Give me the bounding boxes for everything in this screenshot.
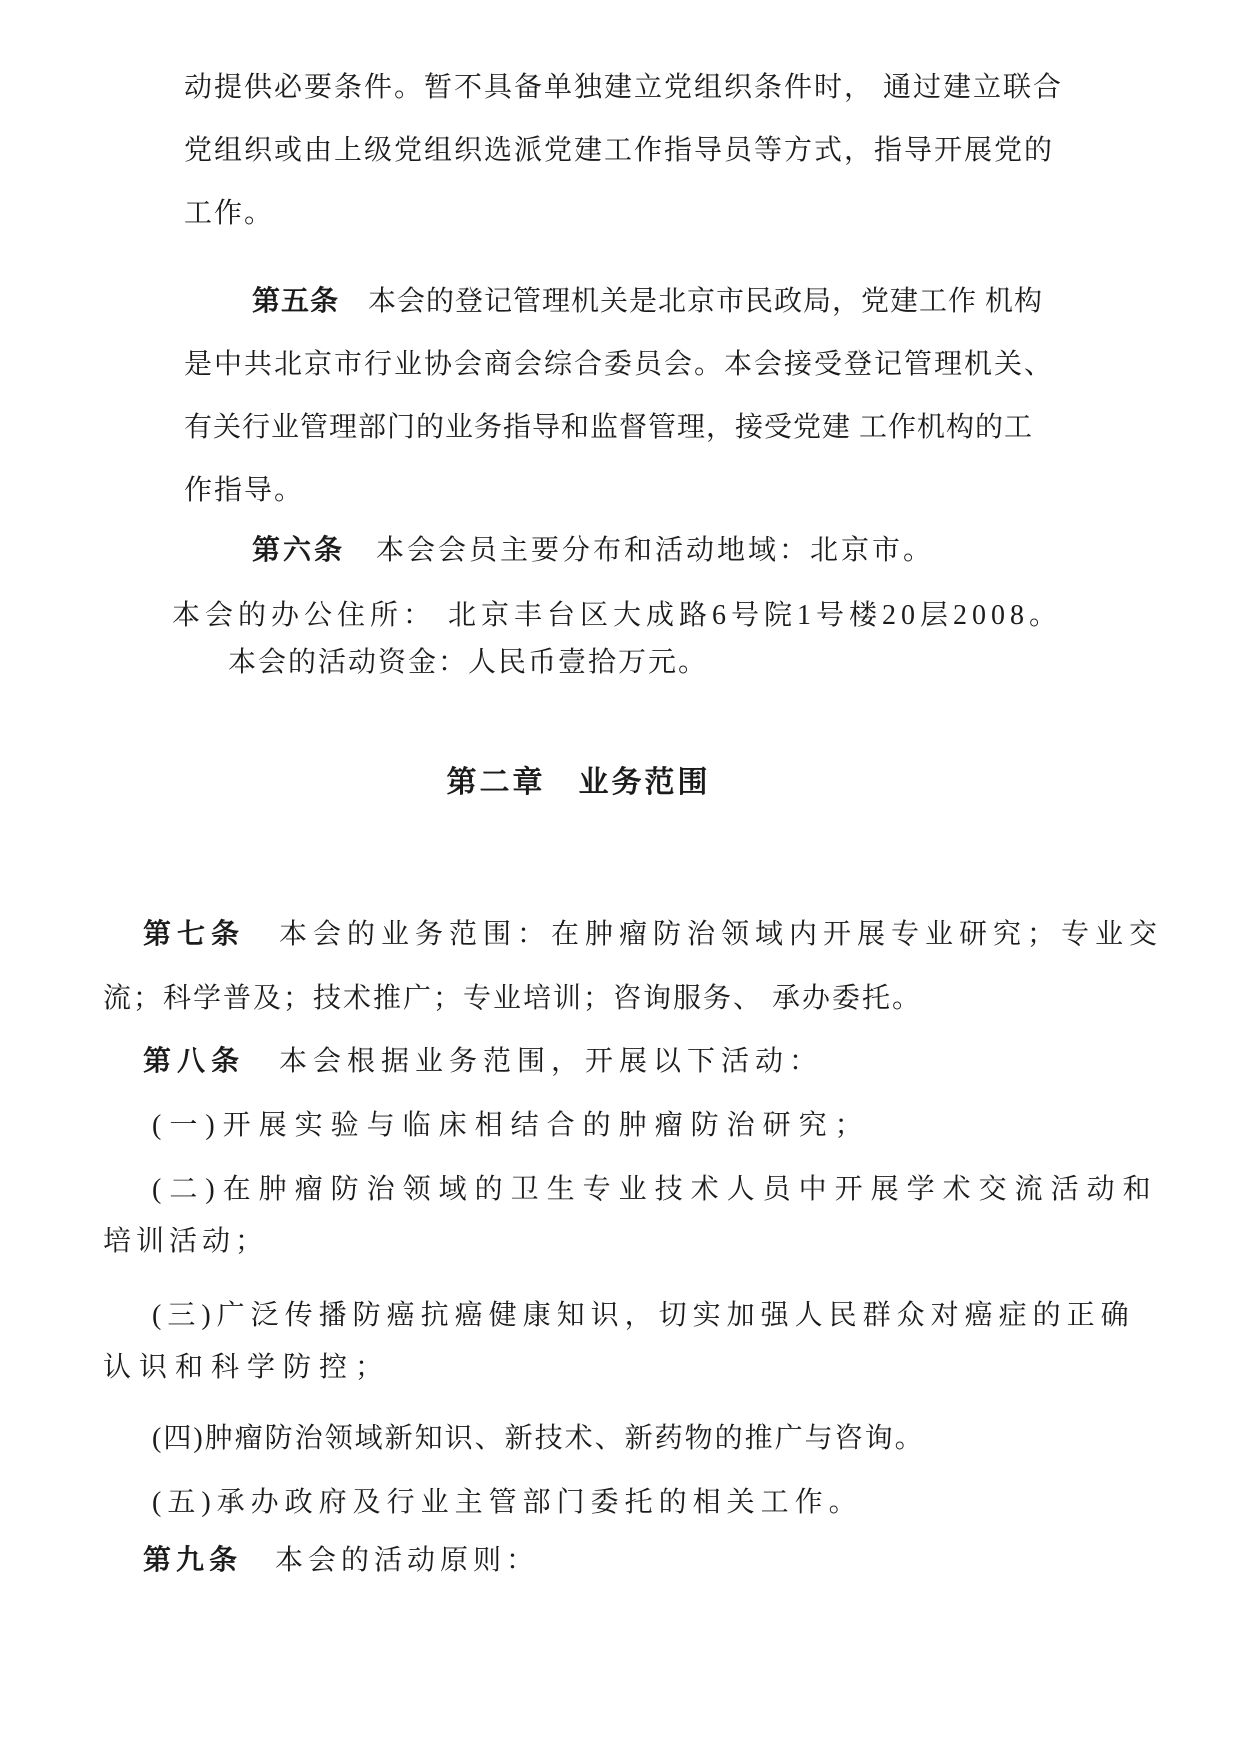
intro-line-3: 工作。 xyxy=(184,198,275,229)
article8-label: 第八条 xyxy=(143,1046,246,1077)
article5-line-1 xyxy=(252,284,1043,320)
article7-label: 第七条 xyxy=(143,919,246,950)
article9-line-1 xyxy=(143,1543,539,1579)
article7-text-1: 本会的业务范围：在肿瘤防治领域内开展专业研究；专业交 xyxy=(245,919,1164,950)
intro-line-2: 党组织或由上级党组织选派党建工作指导员等方式，指导开展党的 xyxy=(184,135,1055,166)
article6-label: 第六条 xyxy=(252,535,346,566)
article5-line-4: 作指导。 xyxy=(184,475,305,506)
intro-line-1: 动提供必要条件。暂不具备单独建立党组织条件时， 通过建立联合 xyxy=(184,72,1064,103)
article8-item-3-line-2: 认识和科学防控； xyxy=(103,1352,392,1383)
article5-line-3: 有关行业管理部门的业务指导和监督管理，接受党建 工作机构的工 xyxy=(184,412,1034,443)
article8-item-5: (五)承办政府及行业主管部门委托的相关工作。 xyxy=(152,1487,863,1518)
article7-line-2: 流；科学普及；技术推广；专业培训；咨询服务、 承办委托。 xyxy=(103,983,923,1014)
article8-text-1: 本会根据业务范围，开展以下活动： xyxy=(245,1046,824,1077)
article6-line-1 xyxy=(252,533,934,569)
article6-office-line: 本会的办公住所： 北京丰台区大成路6号院1号楼20层2008。 xyxy=(172,600,1063,631)
article8-item-2-line-2: 培训活动； xyxy=(103,1226,269,1257)
article8-item-2-line-1: (二)在肿瘤防治领域的卫生专业技术人员中开展学术交流活动和 xyxy=(152,1174,1159,1205)
article8-item-1: (一)开展实验与临床相结合的肿瘤防治研究； xyxy=(152,1110,871,1141)
article9-text-1: 本会的活动原则： xyxy=(242,1545,540,1576)
article5-label: 第五条 xyxy=(252,286,340,317)
article5-text-1: 本会的登记管理机关是北京市民政局，党建工作 机构 xyxy=(339,286,1044,317)
chapter2-title: 第二章 业务范围 xyxy=(446,766,711,799)
article8-item-3-line-1: (三)广泛传播防癌抗癌健康知识，切实加强人民群众对癌症的正确 xyxy=(152,1300,1135,1331)
article8-line-1 xyxy=(143,1044,823,1080)
article9-label: 第九条 xyxy=(143,1545,243,1576)
article6-text-1: 本会会员主要分布和活动地域：北京市。 xyxy=(345,535,935,566)
article8-item-4: (四)肿瘤防治领域新知识、新技术、新药物的推广与咨询。 xyxy=(152,1423,925,1454)
article6-funds-line: 本会的活动资金：人民币壹拾万元。 xyxy=(228,647,709,678)
article7-line-1 xyxy=(143,917,1163,953)
article5-line-2: 是中共北京市行业协会商会综合委员会。本会接受登记管理机关、 xyxy=(184,349,1055,380)
